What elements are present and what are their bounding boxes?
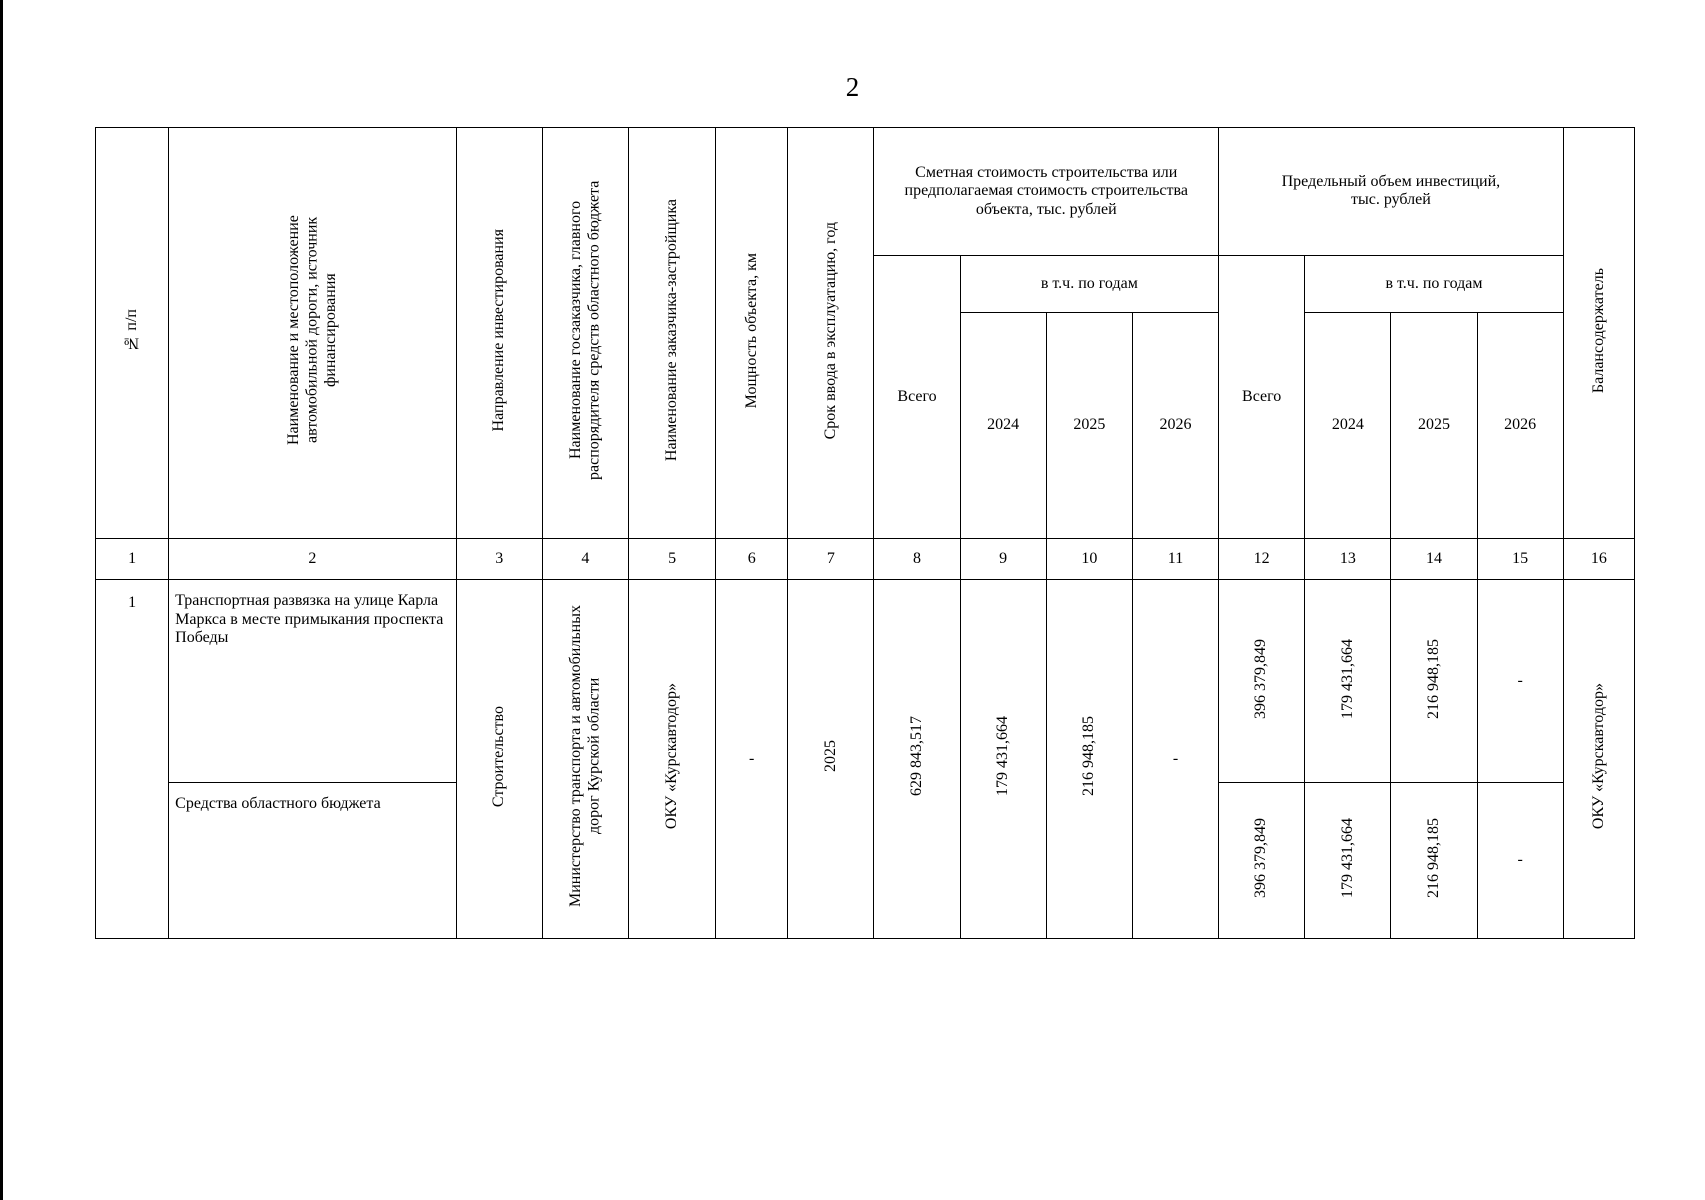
page-number: 2 xyxy=(845,72,860,102)
cost-2025-cell: 216 948,185 xyxy=(1046,580,1132,939)
header-cost-year-2025: 2025 xyxy=(1046,312,1132,538)
capacity-cell: - xyxy=(716,580,788,939)
column-number: 8 xyxy=(874,539,960,580)
year-cell: 2025 xyxy=(788,580,874,939)
customer-cell: Министерство транспорта и автомобильных дорог Курской области xyxy=(542,580,628,939)
column-number: 6 xyxy=(716,539,788,580)
source-invest-2025-cell: 216 948,185 xyxy=(1391,783,1477,939)
header-cost-by-years: в т.ч. по годам xyxy=(960,255,1218,312)
header-cost-year-2024: 2024 xyxy=(960,312,1046,538)
source-invest-total-cell: 396 379,849 xyxy=(1219,783,1305,939)
header-row-1 xyxy=(96,128,1635,256)
investment-table xyxy=(95,127,1635,939)
header-col-4: Наименование госзаказчика, главного распорядителя средств областного бюджета xyxy=(542,128,628,539)
column-number: 13 xyxy=(1305,539,1391,580)
page-left-edge xyxy=(0,0,3,1200)
column-number: 9 xyxy=(960,539,1046,580)
table-row xyxy=(96,580,1635,783)
header-col-7: Срок ввода в эксплуатацию, год xyxy=(788,128,874,539)
header-col-2: Наименование и местоположение автомобильной дороги, источник финансирования xyxy=(169,128,457,539)
column-number: 11 xyxy=(1132,539,1218,580)
header-invest-total: Всего xyxy=(1219,255,1305,538)
invest-2024-cell: 179 431,664 xyxy=(1305,580,1391,783)
column-number: 14 xyxy=(1391,539,1477,580)
column-number: 12 xyxy=(1219,539,1305,580)
column-number: 7 xyxy=(788,539,874,580)
column-number-row xyxy=(96,539,1635,580)
cost-2026-cell: - xyxy=(1132,580,1218,939)
invest-total-cell: 396 379,849 xyxy=(1219,580,1305,783)
column-number: 2 xyxy=(169,539,457,580)
header-cost-year-2026: 2026 xyxy=(1132,312,1218,538)
cost-2024-cell: 179 431,664 xyxy=(960,580,1046,939)
column-number: 10 xyxy=(1046,539,1132,580)
column-number: 5 xyxy=(629,539,716,580)
column-number: 15 xyxy=(1477,539,1563,580)
column-number: 1 xyxy=(96,539,169,580)
invest-2026-cell: - xyxy=(1477,580,1563,783)
column-number: 4 xyxy=(542,539,628,580)
column-number: 16 xyxy=(1563,539,1634,580)
header-invest-by-years: в т.ч. по годам xyxy=(1305,255,1563,312)
header-col-3: Направление инвестирования xyxy=(456,128,542,539)
direction-cell: Строительство xyxy=(456,580,542,939)
invest-2025-cell: 216 948,185 xyxy=(1391,580,1477,783)
row-index: 1 xyxy=(96,580,169,939)
header-col-5: Наименование заказчика-застройщика xyxy=(629,128,716,539)
header-invest-year-2026: 2026 xyxy=(1477,312,1563,538)
header-invest-year-2024: 2024 xyxy=(1305,312,1391,538)
header-cost-total: Всего xyxy=(874,255,960,538)
header-invest-year-2025: 2025 xyxy=(1391,312,1477,538)
header-cost-group: Сметная стоимость строительства или предполагаемая стоимость строительства объекта, тыс. рублей xyxy=(874,128,1219,256)
source-invest-2026-cell: - xyxy=(1477,783,1563,939)
header-col-16: Балансодержатель xyxy=(1563,128,1634,539)
column-number: 3 xyxy=(456,539,542,580)
header-invest-group: Предельный объем инвестиций, тыс. рублей xyxy=(1219,128,1564,256)
developer-cell: ОКУ «Курскавтодор» xyxy=(629,580,716,939)
holder-cell: ОКУ «Курскавтодор» xyxy=(1563,580,1634,939)
header-col-1: № п/п xyxy=(96,128,169,539)
object-name: Транспортная развязка на улице Карла Маркса в месте примыкания проспекта Победы xyxy=(169,580,457,783)
cost-total-cell: 629 843,517 xyxy=(874,580,960,939)
source-invest-2024-cell: 179 431,664 xyxy=(1305,783,1391,939)
header-col-6: Мощность объекта, км xyxy=(716,128,788,539)
financing-source: Средства областного бюджета xyxy=(169,783,457,939)
